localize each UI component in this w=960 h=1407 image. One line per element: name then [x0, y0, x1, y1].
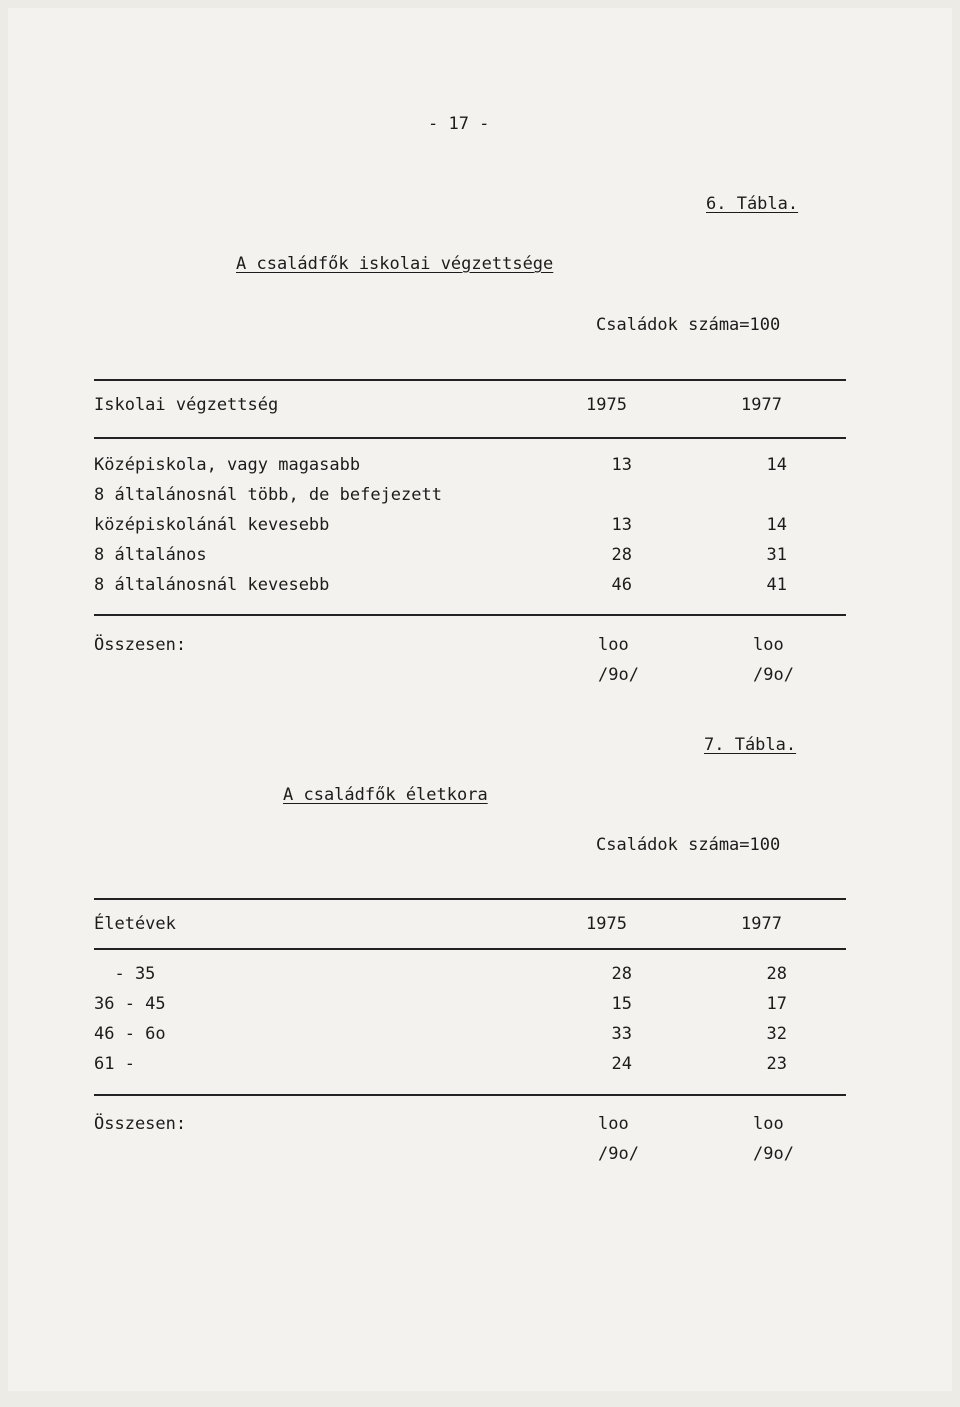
table7-row-1975: 28: [611, 964, 632, 984]
table6-row-1977: 14: [766, 515, 787, 535]
table6-row-1977: 41: [766, 575, 787, 595]
table6-row-1975: 13: [611, 455, 632, 475]
table6-row-label: középiskolánál kevesebb: [94, 515, 330, 535]
table6-header-1975: 1975: [586, 395, 627, 415]
table7-row-1975: 33: [611, 1024, 632, 1044]
table6-total-1975: loo: [598, 635, 629, 655]
table6-top-rule: [94, 379, 846, 381]
table7-header-rule: [94, 948, 846, 950]
table7-total-1977: loo: [753, 1114, 784, 1134]
table6-row-label: 8 általánosnál több, de befejezett: [94, 485, 442, 505]
table7-row-1977: 32: [766, 1024, 787, 1044]
table6-label: 6. Tábla.: [706, 194, 799, 214]
table6-row-1975: 46: [611, 575, 632, 595]
table7-header-1977: 1977: [741, 914, 782, 934]
table6-families-count: Családok száma=100: [596, 315, 781, 335]
table6-row-label: 8 általános: [94, 545, 207, 565]
table7-row-label: 46 - 6o: [94, 1024, 166, 1044]
table6-row-1975: 13: [611, 515, 632, 535]
table7-row-1975: 24: [611, 1054, 632, 1074]
table7-families-count: Családok száma=100: [596, 835, 781, 855]
table7-row-label: - 35: [94, 964, 156, 984]
table6-bottom-rule: [94, 614, 846, 616]
table6-title: A családfők iskolai végzettsége: [236, 254, 554, 274]
table7-total-1975: loo: [598, 1114, 629, 1134]
table7-bottom-rule: [94, 1094, 846, 1096]
table7-title: A családfők életkora: [283, 785, 488, 805]
page-number: - 17 -: [428, 114, 490, 134]
table7-row-1975: 15: [611, 994, 632, 1014]
table6-n-1977: /9o/: [753, 665, 794, 685]
table6-row-1977: 31: [766, 545, 787, 565]
table7-n-1977: /9o/: [753, 1144, 794, 1164]
table7-row-1977: 23: [766, 1054, 787, 1074]
table7-n-1975: /9o/: [598, 1144, 639, 1164]
table6-header-rule: [94, 437, 846, 439]
table6-total-1977: loo: [753, 635, 784, 655]
table6-row-label: 8 általánosnál kevesebb: [94, 575, 330, 595]
table6-row-1975: 28: [611, 545, 632, 565]
table6-header-1977: 1977: [741, 395, 782, 415]
table7-top-rule: [94, 898, 846, 900]
table7-row-1977: 28: [766, 964, 787, 984]
table7-header-1975: 1975: [586, 914, 627, 934]
table6-row-1977: 14: [766, 455, 787, 475]
table6-header-col0: Iskolai végzettség: [94, 395, 279, 415]
table7-row-label: 61 -: [94, 1054, 135, 1074]
document-page: [8, 8, 952, 1391]
table6-total-label: Összesen:: [94, 635, 187, 655]
table7-label: 7. Tábla.: [704, 735, 797, 755]
table7-row-label: 36 - 45: [94, 994, 166, 1014]
table7-header-col0: Életévek: [94, 914, 176, 934]
table7-total-label: Összesen:: [94, 1114, 187, 1134]
table6-row-label: Középiskola, vagy magasabb: [94, 455, 361, 475]
table7-row-1977: 17: [766, 994, 787, 1014]
table6-n-1975: /9o/: [598, 665, 639, 685]
